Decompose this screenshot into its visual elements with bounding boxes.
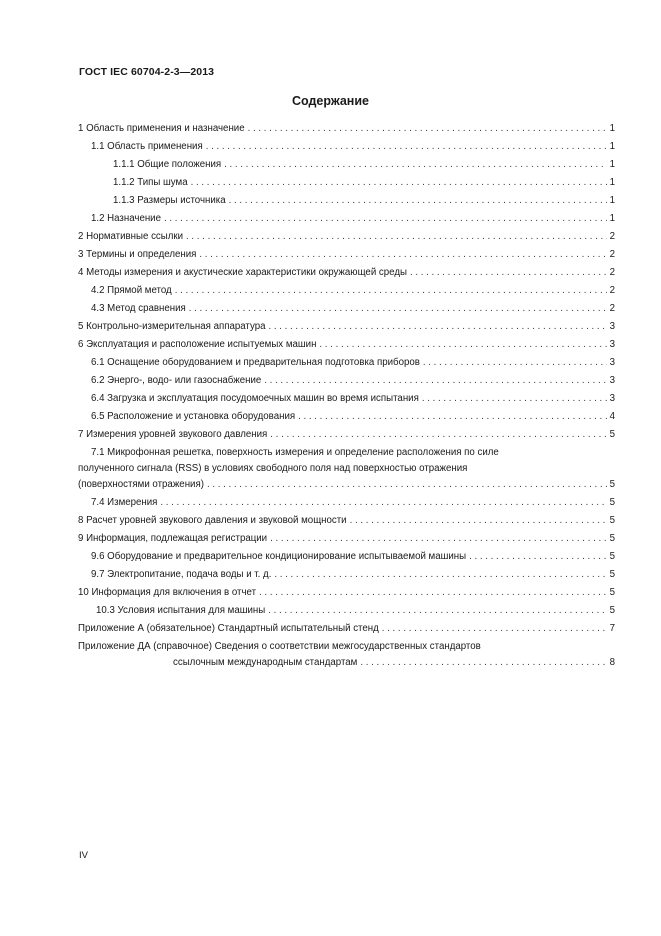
leader-dots: [270, 531, 607, 547]
toc-entry-text: 4 Методы измерения и акустические характеристики окружающей среды: [78, 267, 407, 278]
toc-page-number: 1: [609, 159, 615, 170]
toc-page-number: 3: [609, 321, 615, 332]
leader-dots: [189, 301, 607, 317]
leader-dots: [350, 513, 607, 529]
toc-entry-text: 5 Контрольно-измерительная аппаратура: [78, 321, 266, 332]
toc-page-number: 5: [609, 533, 615, 544]
toc-entry-text: 1.2 Назначение: [91, 213, 161, 224]
toc-entry-text: 6 Эксплуатация и расположение испытуемых машин: [78, 339, 317, 350]
toc-entry-10-3[interactable]: [78, 603, 615, 619]
toc-entry-1-1-1[interactable]: [78, 157, 615, 173]
toc-entry-text: 1 Область применения и назначение: [78, 123, 245, 134]
toc-entry-7-1[interactable]: [78, 477, 615, 493]
toc-page-number: 1: [609, 177, 615, 188]
toc-entry-6-4[interactable]: [78, 391, 615, 407]
leader-dots: [268, 319, 607, 335]
toc-entry-text: (поверхностями отражения): [78, 479, 204, 490]
toc-entry-1-1-2[interactable]: [78, 175, 615, 191]
toc-entry-6-2[interactable]: [78, 373, 615, 389]
toc-entry-4-2[interactable]: [78, 283, 615, 299]
leader-dots: [319, 337, 607, 353]
toc-page-number: 3: [609, 375, 615, 386]
toc-page-number: 5: [609, 605, 615, 616]
toc-page-number: 2: [609, 285, 615, 296]
toc-entry-text: 3 Термины и определения: [78, 249, 197, 260]
toc-entry-1-1-3[interactable]: [78, 193, 615, 209]
leader-dots: [207, 477, 607, 493]
toc-entry-text: Приложение А (обязательное) Стандартный испытательный стенд: [78, 623, 379, 634]
toc-page-number: 1: [609, 195, 615, 206]
toc-page-number: 8: [609, 657, 615, 668]
toc-entry-text: 9.7 Электропитание, подача воды и т. д.: [91, 569, 272, 580]
toc-entry-text: 1.1.3 Размеры источника: [113, 195, 226, 206]
toc-page-number: 2: [609, 231, 615, 242]
toc-page-number: 2: [609, 267, 615, 278]
toc-entry-4-3[interactable]: [78, 301, 615, 317]
toc-entry-text: 1.1 Область применения: [91, 141, 203, 152]
leader-dots: [229, 193, 607, 209]
toc-entry-7-1-line2[interactable]: полученного сигнала (RSS) в условиях свободного поля над поверхностью отражения: [78, 463, 468, 474]
leader-dots: [259, 585, 607, 601]
toc-entry-text: 8 Расчет уровней звукового давления и звуковой мощности: [78, 515, 347, 526]
toc-entry-1[interactable]: [78, 121, 615, 137]
toc-page-number: 3: [609, 393, 615, 404]
toc-page-number: 4: [609, 411, 615, 422]
toc-page-number: 5: [609, 551, 615, 562]
toc-entry-text: 9 Информация, подлежащая регистрации: [78, 533, 268, 544]
toc-entry-6-1[interactable]: [78, 355, 615, 371]
toc-entry-annex-a[interactable]: [78, 621, 615, 637]
toc-page-number: 2: [609, 303, 615, 314]
toc-entry-text: 7.4 Измерения: [91, 497, 158, 508]
toc-entry-6-5[interactable]: [78, 409, 615, 425]
leader-dots: [298, 409, 607, 425]
toc-page-number: 5: [609, 479, 615, 490]
toc-entry-annex-da[interactable]: [78, 655, 615, 671]
toc-entry-text: 4.2 Прямой метод: [91, 285, 172, 296]
leader-dots: [274, 567, 607, 583]
toc-entry-6[interactable]: [78, 337, 615, 353]
leader-dots: [186, 229, 607, 245]
document-id-header: ГОСТ IEC 60704-2-3—2013: [79, 66, 215, 78]
toc-entry-3[interactable]: [78, 247, 615, 263]
toc-page-number: 2: [609, 249, 615, 260]
table-of-contents: [78, 121, 615, 673]
leader-dots: [423, 355, 607, 371]
leader-dots: [422, 391, 607, 407]
toc-entry-1-1[interactable]: [78, 139, 615, 155]
leader-dots: [164, 211, 607, 227]
leader-dots: [191, 175, 607, 191]
toc-entry-text: 1.1.2 Типы шума: [113, 177, 188, 188]
toc-entry-10[interactable]: [78, 585, 615, 601]
toc-entry-text: 6.2 Энерго-, водо- или газоснабжение: [91, 375, 262, 386]
leader-dots: [248, 121, 607, 137]
leader-dots: [199, 247, 607, 263]
toc-page-number: 5: [609, 429, 615, 440]
page-number-footer: IV: [79, 850, 88, 861]
toc-entry-text: 7 Измерения уровней звукового давления: [78, 429, 268, 440]
toc-entry-7-4[interactable]: [78, 495, 615, 511]
toc-page-number: 1: [609, 141, 615, 152]
toc-page-number: 3: [609, 357, 615, 368]
toc-entry-4[interactable]: [78, 265, 615, 281]
toc-entry-5[interactable]: [78, 319, 615, 335]
toc-page-number: 1: [609, 213, 615, 224]
toc-entry-text: ссылочным международным стандартам: [173, 657, 358, 668]
leader-dots: [270, 427, 607, 443]
toc-entry-text: 6.5 Расположение и установка оборудования: [91, 411, 296, 422]
toc-page-number: 5: [609, 587, 615, 598]
toc-entry-annex-da-line1[interactable]: Приложение ДА (справочное) Сведения о соответствии межгосударственных стандартов: [78, 641, 481, 652]
leader-dots: [206, 139, 607, 155]
leader-dots: [175, 283, 607, 299]
toc-entry-2[interactable]: [78, 229, 615, 245]
leader-dots: [382, 621, 607, 637]
leader-dots: [410, 265, 607, 281]
toc-title: Содержание: [291, 94, 369, 108]
toc-page-number: 5: [609, 569, 615, 580]
toc-entry-text: 6.1 Оснащение оборудованием и предварительная подготовка приборов: [91, 357, 420, 368]
toc-entry-9[interactable]: [78, 531, 615, 547]
leader-dots: [268, 603, 607, 619]
toc-entry-9-6[interactable]: [78, 549, 615, 565]
toc-entry-text: 6.4 Загрузка и эксплуатация посудомоечных машин во время испытания: [91, 393, 419, 404]
toc-entry-text: 2 Нормативные ссылки: [78, 231, 184, 242]
toc-entry-7-1-line1[interactable]: 7.1 Микрофонная решетка, поверхность измерения и определение расположения по силе: [91, 447, 499, 458]
toc-page-number: 3: [609, 339, 615, 350]
leader-dots: [160, 495, 607, 511]
leader-dots: [264, 373, 607, 389]
toc-entry-text: 10 Информация для включения в отчет: [78, 587, 257, 598]
leader-dots: [224, 157, 607, 173]
toc-entry-8[interactable]: [78, 513, 615, 529]
toc-entry-text: 10.3 Условия испытания для машины: [96, 605, 266, 616]
toc-entry-1-2[interactable]: [78, 211, 615, 227]
toc-entry-7[interactable]: [78, 427, 615, 443]
toc-entry-text: 1.1.1 Общие положения: [113, 159, 222, 170]
toc-page-number: 5: [609, 515, 615, 526]
toc-entry-9-7[interactable]: [78, 567, 615, 583]
leader-dots: [469, 549, 607, 565]
toc-entry-text: 9.6 Оборудование и предварительное кондиционирование испытываемой машины: [91, 551, 467, 562]
toc-page-number: 7: [609, 623, 615, 634]
toc-page-number: 1: [609, 123, 615, 134]
toc-entry-text: 4.3 Метод сравнения: [91, 303, 186, 314]
leader-dots: [360, 655, 607, 671]
toc-page-number: 5: [609, 497, 615, 508]
